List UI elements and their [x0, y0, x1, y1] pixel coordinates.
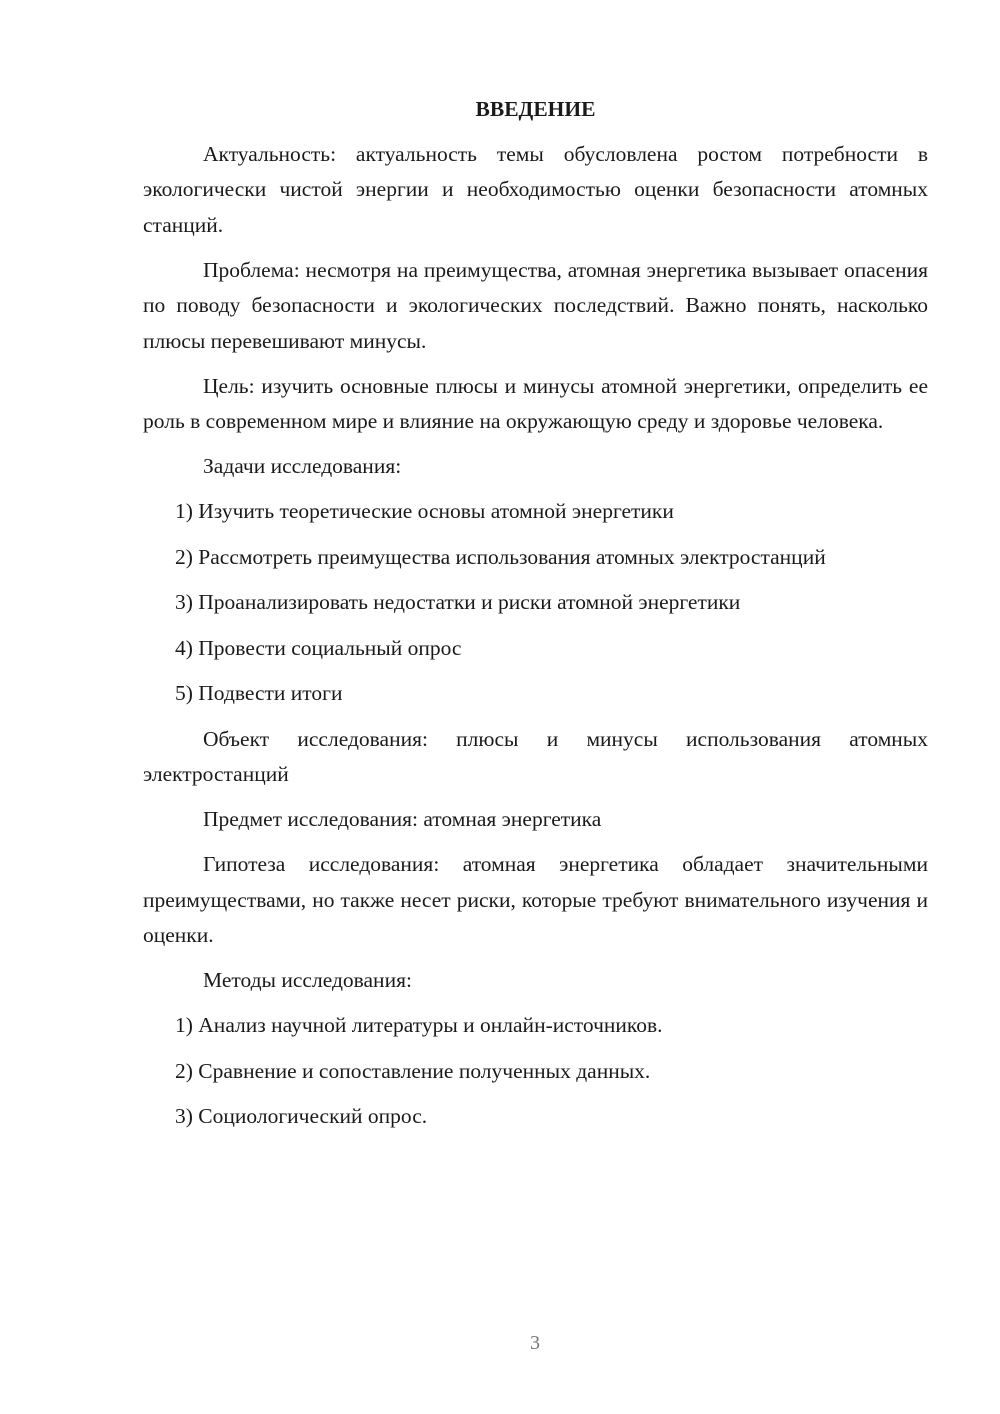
list-item: 3) Социологический опрос. — [175, 1104, 428, 1128]
object-paragraph: Объект исследования: плюсы и минусы использования атомных электростанций — [143, 726, 928, 786]
list-item: 3) Проанализировать недостатки и риски атомной энергетики — [175, 590, 741, 614]
problem-paragraph: Проблема: несмотря на преимущества, атомная энергетика вызывает опасения по поводу безопасности и экологических последствий. Важно понять, насколько плюсы перевешивают минусы. — [143, 257, 928, 353]
relevance-paragraph: Актуальность: актуальность темы обусловлена ростом потребности в экологически чистой энергии и необходимостью оценки безопасности атомных станций. — [143, 141, 928, 237]
list-item: 1) Анализ научной литературы и онлайн-источников. — [175, 1013, 663, 1037]
goal-paragraph: Цель: изучить основные плюсы и минусы атомной энергетики, определить ее роль в современном мире и влияние на окружающую среду и здоровье человека. — [143, 373, 928, 433]
list-item: 2) Сравнение и сопоставление полученных данных. — [175, 1058, 651, 1083]
hypothesis-paragraph: Гипотеза исследования: атомная энергетика обладает значительными преимуществами, но также несет риски, которые требуют внимательного изучения и оценки. — [143, 852, 928, 947]
subject-paragraph: Предмет исследования: атомная энергетика — [203, 807, 602, 831]
tasks-heading: Задачи исследования: — [203, 454, 402, 478]
list-item: 2) Рассмотреть преимущества использования атомных электростанций — [175, 544, 826, 569]
methods-list — [143, 1008, 928, 1135]
page-number: 3 — [530, 1332, 540, 1354]
list-item: 1) Изучить теоретические основы атомной энергетики — [175, 499, 674, 523]
page-content — [143, 92, 928, 1145]
tasks-list — [143, 494, 928, 712]
methods-heading: Методы исследования: — [203, 968, 412, 992]
list-item: 4) Провести социальный опрос — [175, 635, 462, 660]
section-title: ВВЕДЕНИЕ — [475, 97, 596, 121]
list-item: 5) Подвести итоги — [175, 681, 343, 705]
